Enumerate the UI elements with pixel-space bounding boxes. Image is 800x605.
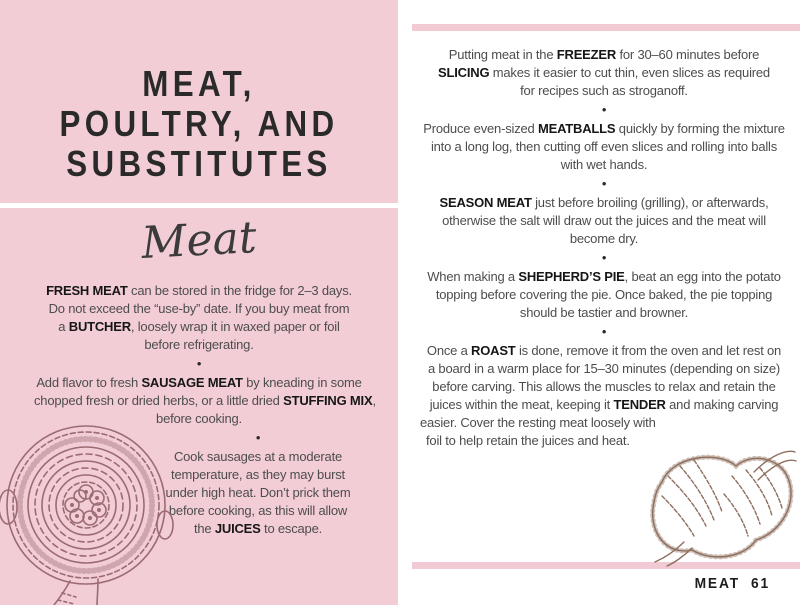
tip-line (420, 138, 788, 156)
tip-line (34, 410, 364, 428)
tip-bold-text: SLICING (438, 65, 490, 80)
tip-line (420, 286, 788, 304)
tip-line (152, 520, 364, 538)
tip-text: a (58, 319, 69, 334)
tip-paragraph (420, 342, 788, 450)
tip-line (34, 374, 364, 392)
tip-line (420, 304, 788, 322)
left-tips-column (34, 282, 376, 538)
tip-bold-text: SHEPHERD’S PIE (518, 269, 625, 284)
tip-text: juices within the meat, keeping it (429, 397, 614, 412)
tip-paragraph (420, 194, 788, 248)
tip-text: for 30–60 minutes before (616, 47, 760, 62)
tip-line (420, 378, 788, 396)
tip-separator-dot: • (601, 250, 607, 265)
tip-bold-text: TENDER (613, 397, 666, 412)
tip-line (420, 414, 788, 432)
tip-text: into a long log, then cutting off even slices and rolling into balls (430, 139, 778, 154)
tip-text: is done, remove it from the oven and let rest on (515, 343, 782, 358)
tip-text: Do not exceed the “use-by” date. If you buy meat from (48, 301, 350, 316)
tip-text: , loosely wrap it in waxed paper or foil (130, 319, 340, 334)
tip-text: topping before covering the pie. Once baked, the pie topping (435, 287, 773, 302)
tip-bold-text: FREEZER (556, 47, 617, 62)
tip-bold-text: JUICES (214, 521, 261, 536)
tip-text: become dry. (569, 231, 639, 246)
tip-bold-text: SAUSAGE MEAT (141, 375, 243, 390)
tip-line (34, 300, 364, 318)
tip-line (420, 82, 788, 100)
tip-text: otherwise the salt will draw out the juices and the meat will (442, 213, 766, 228)
chapter-title (0, 64, 398, 184)
tip-text: temperature, as they may burst (171, 467, 345, 482)
tip-text: for recipes such as stroganoff. (520, 83, 688, 98)
top-accent-strip (412, 24, 800, 31)
tip-line (420, 46, 788, 64)
footer-page-number: 61 (750, 575, 770, 592)
tip-line (420, 342, 788, 360)
tip-text: Add flavor to fresh (36, 375, 142, 390)
chapter-title-line-1: MEAT, (142, 63, 256, 104)
tip-bold-text: MEATBALLS (537, 121, 616, 136)
tip-line (420, 432, 788, 450)
tip-text: , (372, 393, 376, 408)
tip-text: just before broiling (grilling), or afterwards, (531, 195, 769, 210)
tip-text: should be tastier and browner. (519, 305, 689, 320)
tip-line (420, 156, 788, 174)
tip-paragraph (152, 448, 364, 538)
tip-line (152, 466, 364, 484)
chapter-title-line-2: POULTRY, AND (59, 103, 339, 144)
tip-text: and making carving (665, 397, 779, 412)
tip-line (34, 282, 364, 300)
bottom-accent-strip (412, 562, 800, 569)
tip-text: by kneading in some (242, 375, 362, 390)
tip-line (152, 448, 364, 466)
tip-text: quickly by forming the mixture (615, 121, 785, 136)
tip-text: Putting meat in the (448, 47, 557, 62)
tip-text: with wet hands. (560, 157, 648, 172)
tip-paragraph (420, 268, 788, 322)
tip-line (34, 392, 376, 410)
tip-line (34, 336, 364, 354)
rib-roast-illustration (640, 436, 798, 568)
tip-text: the (193, 521, 215, 536)
tip-text: foil to help retain the juices and heat. (426, 433, 630, 448)
tip-separator-dot: • (601, 324, 607, 339)
tip-text: When making a (427, 269, 519, 284)
tip-line (420, 360, 788, 378)
tip-text: before cooking. (156, 411, 242, 426)
tip-line (152, 502, 364, 520)
tip-bold-text: ROAST (471, 343, 516, 358)
tip-bold-text: SEASON MEAT (439, 195, 532, 210)
tip-text: can be stored in the fridge for 2–3 days. (127, 283, 352, 298)
tip-text: before carving. This allows the muscles to relax and retain the (432, 379, 776, 394)
tip-paragraph (34, 374, 376, 428)
tip-text: Cook sausages at a moderate (173, 449, 343, 464)
tip-line (420, 120, 788, 138)
tip-paragraph (420, 120, 788, 174)
tip-line (152, 484, 364, 502)
tip-separator-dot: • (601, 176, 607, 191)
tip-bold-text: FRESH MEAT (46, 283, 128, 298)
right-tips-column (420, 46, 788, 450)
tip-separator-dot: • (196, 356, 202, 371)
tip-line (420, 268, 788, 286)
tip-paragraph (420, 46, 788, 100)
tip-text: chopped fresh or dried herbs, or a little dried (34, 393, 284, 408)
tip-line (420, 230, 788, 248)
footer-chapter-label: MEAT (694, 575, 740, 592)
tip-line (420, 194, 788, 212)
tip-text: Once a (426, 343, 472, 358)
tip-bold-text: STUFFING MIX (283, 393, 373, 408)
left-page (0, 0, 398, 605)
tip-text: under high heat. Don’t prick them (165, 485, 351, 500)
tip-separator-dot: • (601, 102, 607, 117)
section-heading: Meat (140, 212, 258, 269)
page-footer (694, 575, 770, 592)
tip-text: Produce even-sized (423, 121, 538, 136)
tip-text: before refrigerating. (144, 337, 254, 352)
tip-text: easier. Cover the resting meat loosely with (420, 415, 656, 430)
tip-line (420, 64, 788, 82)
tip-bold-text: BUTCHER (68, 319, 131, 334)
tip-text: to escape. (260, 521, 323, 536)
tip-paragraph (34, 282, 364, 354)
chapter-title-line-3: SUBSTITUTES (66, 143, 332, 184)
tip-line (34, 318, 364, 336)
tip-text: makes it easier to cut thin, even slices as required (489, 65, 770, 80)
tip-separator-dot: • (255, 430, 261, 445)
tip-text: before cooking, as this will allow (168, 503, 348, 518)
tip-line (420, 396, 788, 414)
tip-text: , beat an egg into the potato (624, 269, 781, 284)
tip-text: a board in a warm place for 15–30 minutes (depending on size) (427, 361, 781, 376)
tip-line (420, 212, 788, 230)
